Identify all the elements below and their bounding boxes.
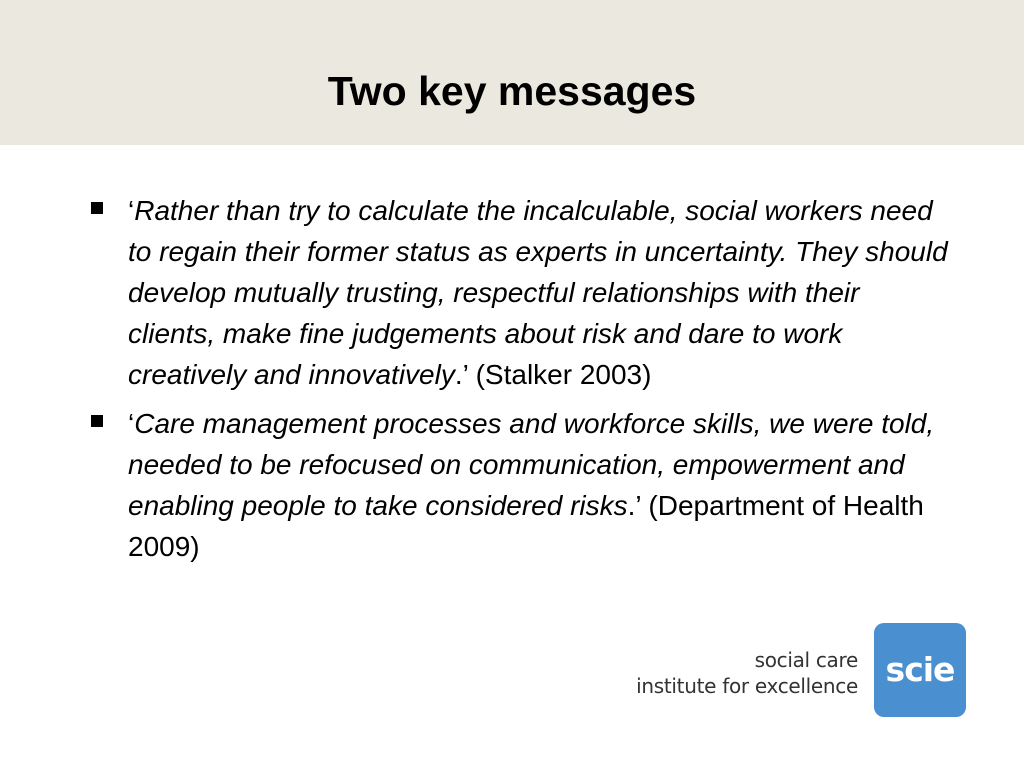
logo-wordmark [636, 647, 858, 699]
close-quote: .’ [627, 490, 649, 521]
bullet-list [88, 190, 948, 567]
title-band [0, 0, 1024, 145]
open-quote: ‘ [128, 408, 135, 439]
citation: (Stalker 2003) [475, 359, 652, 390]
open-quote: ‘ [128, 195, 135, 226]
square-bullet-icon [91, 202, 103, 214]
logo-line-institute: institute for excellence [636, 674, 858, 698]
bullet-item-stalker [88, 190, 948, 395]
citation: (Department of Health 2009) [128, 490, 924, 562]
scie-badge-icon: scie [874, 623, 966, 717]
scie-logo [626, 623, 966, 717]
square-bullet-icon [91, 415, 103, 427]
logo-line-social-care: social care [754, 648, 858, 672]
bullet-item-department-of-health [88, 403, 948, 567]
quote-text: Care management processes and workforce skills, we were told, needed to be refocused on communication, empowerment and enabling people to take considered risks [128, 408, 935, 521]
quote-text: Rather than try to calculate the incalculable, social workers need to regain their former status as experts in uncertainty. They should develop mutually trusting, respectful relationships with their clients, make fine judgements about risk and dare to work creatively and innovatively [128, 195, 948, 390]
slide-title: Two key messages [327, 68, 697, 114]
close-quote: .’ [454, 359, 476, 390]
